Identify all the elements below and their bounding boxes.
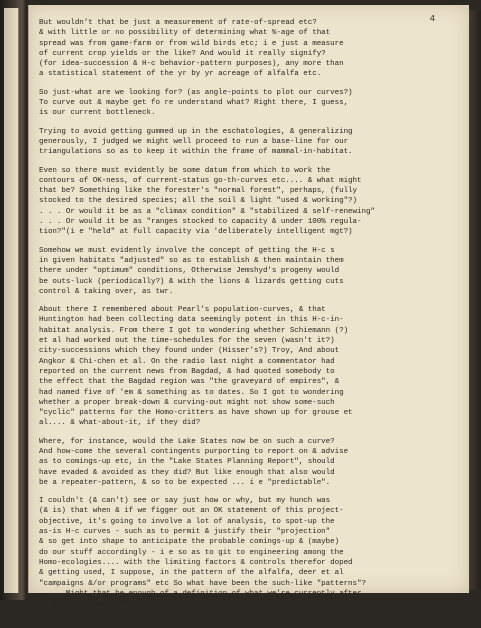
text-line: a statistical statement of the yr by yr acreage of alfalfa etc. [39,70,322,79]
text-line: et al had worked out the time-schedules for the seven (wasn't it?) [39,337,335,346]
text-line: Trying to avoid getting gummed up in the eschatologies, & generalizing [39,127,353,136]
text-line: To curve out & maybe get fo re understand what? Right there, I guess, [39,99,349,108]
text-line: reported on the current news from Bagdad, & had quoted somebody to [39,367,335,376]
text-line: spread was from game-farm or from wild birds etc; i e just a measure [39,39,344,48]
text-line: . . . Might that be enough of a definition of what we're currently after [39,589,362,598]
text-line: to get by on pro tem? [39,600,134,609]
paragraph [39,496,459,609]
text-line: be outs-luck (periodically?) & with the lions & lizards getting cuts [39,277,344,286]
text-line: the effect that the Bagdad region was "the graveyard of empires", & [39,378,340,387]
text-line: as to comings-up etc, in the "Lake States Planning Report", should [39,458,335,467]
text-line: (& is) that when & if we figger out an OK statement of this project- [39,507,344,516]
text-line: & with little or no possibility of determining what %-age of that [39,29,331,38]
text-line: objective, it's going to involve a lot of analysis, to spot-up the [39,517,335,526]
text-line: & getting used, I suppose, in the pattern of the alfalfa, deer et al [39,569,344,578]
text-line: that be? Something like the forester's "normal forest", perhaps, (fully [39,187,358,196]
paragraph [39,18,459,80]
text-line: is our current bottleneck. [39,109,156,118]
text-line: "campaigns &/or programs" etc So what have been the such-like "patterns"? [39,579,366,588]
text-line: there under "optimum" conditions, Otherwise Jemshyd's progeny would [39,267,340,276]
previous-page-edge [4,8,19,593]
text-line: do our stuff accordingly - i e so as to git to engineering among the [39,548,344,557]
typescript-body [39,18,459,628]
text-line: But wouldn't that be just a measurement of rate-of-spread etc? [39,19,317,27]
text-line: stocked to the desired species; all the soil & light "used & working"?) [39,197,358,206]
text-line: Somehow we must evidently involve the concept of getting the H-c s [39,246,335,255]
text-line: in given habitats "adjusted" so as to establish & then maintain them [39,256,344,265]
text-line: And how-come the several contingents purporting to report on & advise [39,447,349,456]
text-line: al.... & what-about-it, if they did? [39,419,201,428]
text-line: & so get into shape to anticipate the probable comings-up & (maybe) [39,538,340,547]
text-line: be a repeater-pattern, & so to be expected ... i e "predictable". [39,478,331,487]
text-line: generously, I judged we might well proceed to run a base-line for our [39,137,349,146]
text-line: "cyclic" patterns for the Homo-critters as have shown up for grouse et [39,409,353,418]
text-line: have evaded & avoided as they did? But like enough that also would [39,468,335,477]
text-line: of current crop yields or the like? And would it really signify? [39,49,326,58]
end-mark: x.x.x.x.x.x.x. [213,618,285,627]
text-line: tion?"(i e "held" at full capacity via 'deliberately intelligent mgt?) [39,228,353,237]
text-line: Angkor & Chi-chen et al. On the radio last night a commentator had [39,357,335,366]
text-line: Homo-ecologies.... with the limiting factors & controls therefor doped [39,558,353,567]
text-line: habitat analysis. From there I got to wondering whether Schiemann (?) [39,326,349,335]
text-line: . . . Or would it be as a "climax condition" & "stabilized & self-renewing" [39,207,375,216]
text-line: control & taking over, as twr. [39,287,174,296]
text-line: About there I remembered about Pearl's population-curves, & that [39,306,326,315]
text-line: I couldn't (& can't) see or say just how or why, but my hunch was [39,497,331,506]
text-line: contours of OK-ness, of current-status go-th-curves etc.... & what might [39,176,362,185]
text-line: had named five of 'em & something as to dates. So I got to wondering [39,388,344,397]
text-line: (for idea-succession & H-c behavior-pattern purposes), any more than [39,60,344,69]
text-line: city-successions which they found under (Hisser's?) Troy, And about [39,347,340,356]
text-line: as-is H-c curves - such as to permit & justify their "projection" [39,528,331,537]
text-line: Even so there must evidently be some datum from which to work the [39,166,331,175]
paragraph [39,305,459,429]
text-line: triangulations so as to keep it within the frame of mammal-in-habitat. [39,148,353,157]
paragraph [39,166,459,238]
typewritten-page [28,5,469,627]
text-line: Huntington had been collecting data seemingly potent in this H-c-in- [39,316,344,325]
page-number: 4 [429,14,435,24]
binder-spine [0,0,26,600]
text-line: Where, for instance, would the Lake States now be on such a curve? [39,437,335,446]
paragraph [39,88,459,119]
paragraph [39,246,459,297]
paragraph [39,437,459,488]
text-line: . . . Or would it be as "ranges stocked to capacity & under 100% regula- [39,218,362,227]
text-line: So just-what are we looking for? (as angle-points to plot our curves?) [39,88,353,97]
text-line: whether a proper break-down & curving-out might not show some-such [39,398,335,407]
paragraph [39,127,459,158]
